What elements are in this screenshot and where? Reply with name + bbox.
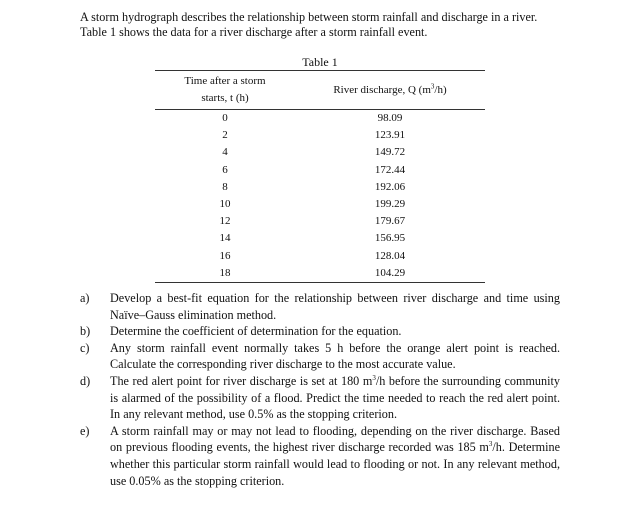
question-e	[80, 423, 560, 489]
discharge-cell: 98.09	[377, 112, 403, 125]
discharge-cell: 128.04	[374, 249, 406, 262]
q-sup: 3	[488, 440, 493, 449]
time-cell: 12	[219, 215, 231, 228]
discharge-cell: 179.67	[374, 215, 406, 228]
question-text	[110, 423, 560, 489]
discharge-cell: 123.91	[374, 129, 406, 142]
h2-sup: 3	[430, 81, 435, 90]
time-cell: 18	[155, 265, 295, 283]
table-caption: Table 1	[302, 55, 338, 69]
time-cell: 4	[222, 146, 228, 159]
header-time-line1: Time after a storm	[184, 75, 266, 87]
question-b	[80, 323, 560, 340]
table-row	[155, 265, 485, 283]
discharge-cell: 192.06	[374, 180, 406, 193]
table-row	[155, 110, 485, 128]
question-a	[80, 290, 560, 323]
q-pre: The red alert point for river discharge is set at 180 m	[110, 373, 373, 388]
question-label: e)	[80, 423, 90, 438]
time-cell: 14	[219, 232, 231, 245]
discharge-cell: 156.95	[374, 232, 406, 245]
h2-pre: River discharge, Q (m	[333, 83, 431, 96]
discharge-table	[155, 70, 485, 283]
table-row	[155, 179, 485, 196]
discharge-cell: 199.29	[374, 198, 406, 211]
table-row	[155, 230, 485, 247]
time-cell: 0	[222, 112, 228, 125]
table-row	[155, 248, 485, 265]
question-d	[80, 373, 560, 423]
time-cell: 2	[222, 129, 228, 142]
question-label: c)	[80, 340, 90, 355]
discharge-cell: 172.44	[374, 163, 406, 176]
header-discharge	[295, 71, 485, 110]
discharge-cell: 149.72	[374, 146, 406, 159]
discharge-cell: 104.29	[295, 265, 485, 283]
time-cell: 6	[222, 163, 228, 176]
question-text: Develop a best-fit equation for the relationship between river discharge and time using Naïve–Gauss elimination method.	[110, 291, 560, 322]
question-label: a)	[80, 291, 90, 305]
time-cell: 16	[219, 249, 231, 262]
time-cell: 8	[222, 180, 228, 193]
table-row	[155, 127, 485, 144]
q-pre: A storm rainfall may or may not lead to flooding, depending on the river discharge. Based on previous flooding events, the highest river discharge recorded was 185 m	[110, 423, 560, 455]
header-time	[155, 71, 295, 110]
table-row	[155, 144, 485, 161]
question-text: Any storm rainfall event normally takes 5 h before the orange alert point is reached. Calculate the corresponding river discharge to the most accurate value.	[110, 340, 560, 372]
q-sup: 3	[372, 373, 376, 382]
question-list	[80, 290, 560, 489]
question-text	[110, 373, 560, 423]
intro-paragraph: A storm hydrograph describes the relationship between storm rainfall and discharge in a river. Table 1 shows the data for a river discharge after a storm rainfall event.	[80, 10, 538, 39]
table-row	[155, 213, 485, 230]
table-row	[155, 162, 485, 179]
q-post: /h before the surrounding community is alarmed of the possibility of a flood. Predict the time needed to reach the red alert point. In any relevant method, use 0.5% as the stopping criterion.	[110, 373, 560, 422]
header-time-line2: starts, t (h)	[201, 92, 249, 104]
q-post: /h. Determine whether this particular storm rainfall would lead to flooding or not. In any relevant method, use 0.05% as the stopping criterion.	[110, 440, 560, 488]
h2-post: /h)	[434, 83, 447, 96]
question-text: Determine the coefficient of determination for the equation.	[110, 324, 402, 339]
question-label: d)	[80, 373, 91, 388]
table-row	[155, 196, 485, 213]
question-c	[80, 340, 560, 373]
question-label: b)	[80, 324, 91, 339]
time-cell: 10	[219, 198, 231, 211]
